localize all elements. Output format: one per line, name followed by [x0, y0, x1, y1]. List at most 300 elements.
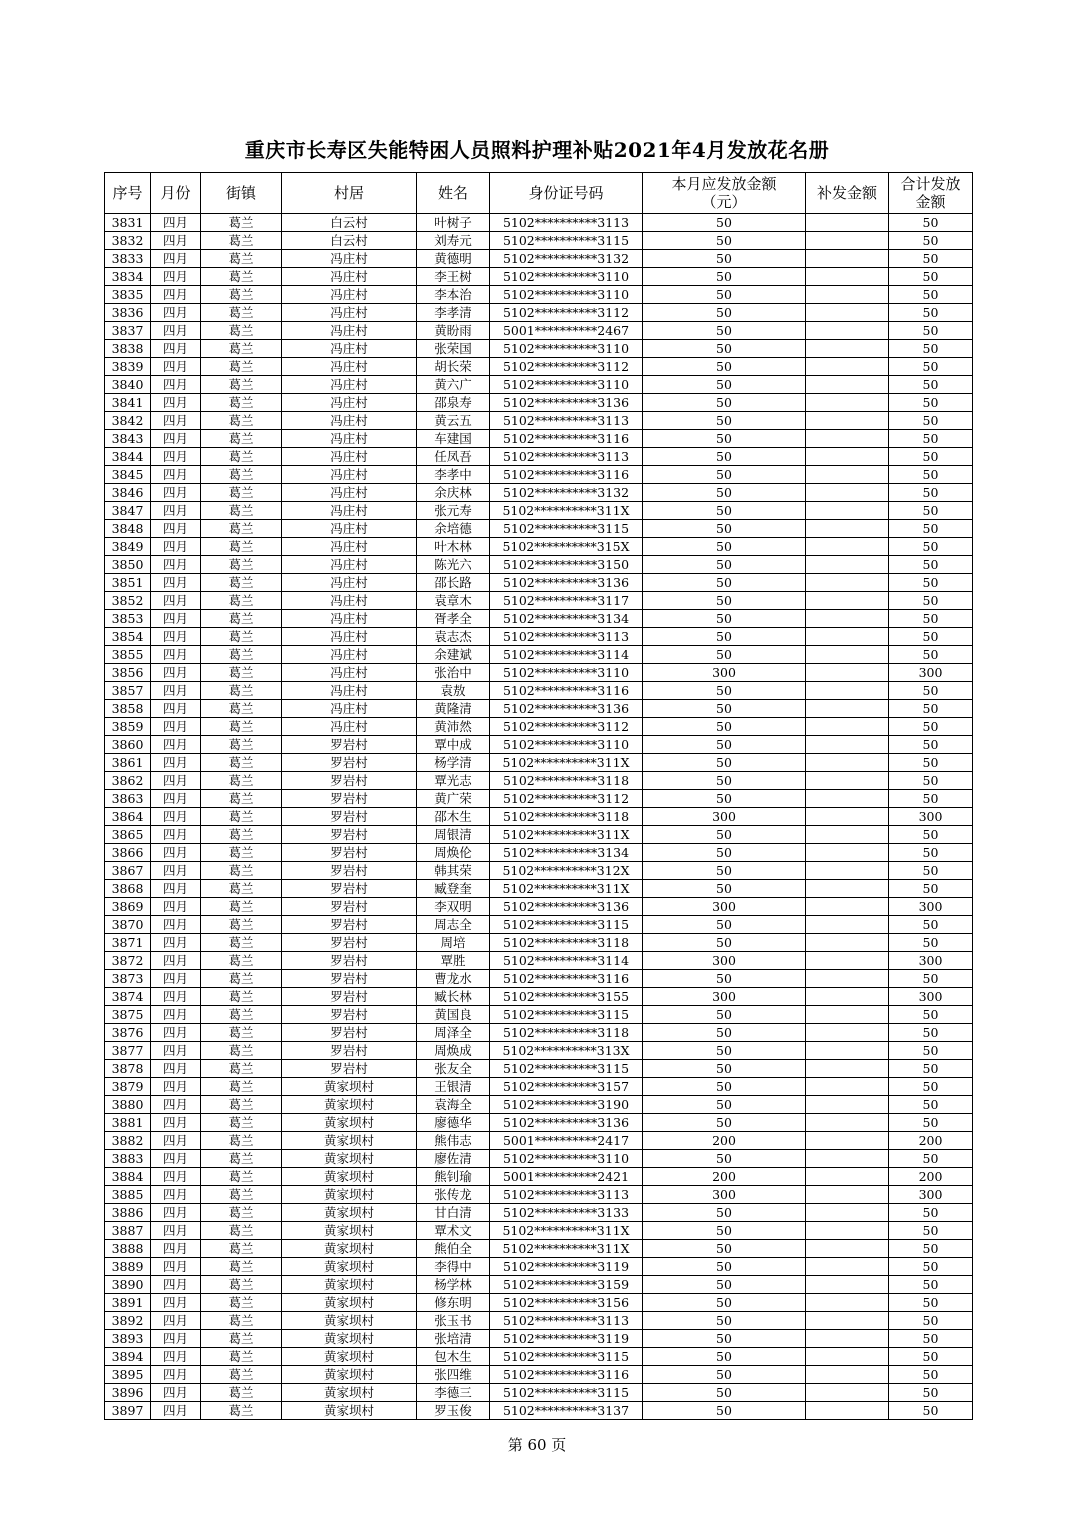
id-number-cell: 5102**********3156 [490, 1294, 643, 1312]
month-cell: 四月 [151, 538, 201, 556]
name-cell: 韩其荣 [417, 862, 490, 880]
name-cell: 臧登奎 [417, 880, 490, 898]
table-row [105, 412, 973, 430]
supplement-cell [806, 1348, 889, 1366]
town-cell: 葛兰 [201, 790, 282, 808]
id-number-cell: 5102**********3133 [490, 1204, 643, 1222]
table-row [105, 916, 973, 934]
name-cell: 黄国良 [417, 1006, 490, 1024]
table-row [105, 1348, 973, 1366]
amount-due-cell: 50 [643, 1060, 806, 1078]
name-cell: 杨学清 [417, 754, 490, 772]
name-cell: 张培清 [417, 1330, 490, 1348]
table-row [105, 970, 973, 988]
header-amount-due-line2: （元） [701, 193, 747, 211]
amount-due-cell: 50 [643, 520, 806, 538]
seq-cell: 3895 [105, 1366, 151, 1384]
seq-cell: 3891 [105, 1294, 151, 1312]
table-row [105, 1222, 973, 1240]
seq-cell: 3842 [105, 412, 151, 430]
header-town: 街镇 [201, 173, 282, 214]
id-number-cell: 5102**********312X [490, 862, 643, 880]
id-number-cell: 5102**********3159 [490, 1276, 643, 1294]
total-cell: 50 [889, 1294, 973, 1312]
seq-cell: 3880 [105, 1096, 151, 1114]
month-cell: 四月 [151, 376, 201, 394]
month-cell: 四月 [151, 628, 201, 646]
village-cell: 罗岩村 [282, 934, 417, 952]
total-cell: 50 [889, 358, 973, 376]
town-cell: 葛兰 [201, 1402, 282, 1420]
month-cell: 四月 [151, 700, 201, 718]
table-row [105, 736, 973, 754]
total-cell: 50 [889, 232, 973, 250]
table-row [105, 754, 973, 772]
amount-due-cell: 50 [643, 340, 806, 358]
id-number-cell: 5102**********3116 [490, 970, 643, 988]
id-number-cell: 5102**********3118 [490, 1024, 643, 1042]
seq-cell: 3869 [105, 898, 151, 916]
id-number-cell: 5102**********3114 [490, 646, 643, 664]
id-number-cell: 5102**********3115 [490, 1006, 643, 1024]
total-cell: 300 [889, 664, 973, 682]
id-number-cell: 5102**********3115 [490, 232, 643, 250]
total-cell: 50 [889, 628, 973, 646]
supplement-cell [806, 412, 889, 430]
amount-due-cell: 50 [643, 214, 806, 232]
town-cell: 葛兰 [201, 664, 282, 682]
table-row [105, 448, 973, 466]
village-cell: 罗岩村 [282, 1006, 417, 1024]
total-cell: 50 [889, 1384, 973, 1402]
town-cell: 葛兰 [201, 214, 282, 232]
id-number-cell: 5102**********3110 [490, 340, 643, 358]
month-cell: 四月 [151, 1330, 201, 1348]
village-cell: 冯庄村 [282, 574, 417, 592]
name-cell: 罗玉俊 [417, 1402, 490, 1420]
amount-due-cell: 50 [643, 1024, 806, 1042]
table-row [105, 250, 973, 268]
town-cell: 葛兰 [201, 448, 282, 466]
total-cell: 50 [889, 826, 973, 844]
header-total-line2: 金额 [915, 193, 946, 211]
seq-cell: 3836 [105, 304, 151, 322]
name-cell: 邵木生 [417, 808, 490, 826]
table-row [105, 844, 973, 862]
amount-due-cell: 300 [643, 988, 806, 1006]
supplement-cell [806, 1222, 889, 1240]
supplement-cell [806, 340, 889, 358]
amount-due-cell: 300 [643, 664, 806, 682]
seq-cell: 3882 [105, 1132, 151, 1150]
amount-due-cell: 50 [643, 556, 806, 574]
village-cell: 冯庄村 [282, 466, 417, 484]
town-cell: 葛兰 [201, 1078, 282, 1096]
name-cell: 袁海全 [417, 1096, 490, 1114]
village-cell: 罗岩村 [282, 772, 417, 790]
town-cell: 葛兰 [201, 898, 282, 916]
seq-cell: 3850 [105, 556, 151, 574]
table-row [105, 304, 973, 322]
amount-due-cell: 50 [643, 232, 806, 250]
table-row [105, 1312, 973, 1330]
village-cell: 冯庄村 [282, 448, 417, 466]
seq-cell: 3870 [105, 916, 151, 934]
total-cell: 50 [889, 844, 973, 862]
name-cell: 李孝清 [417, 304, 490, 322]
village-cell: 黄家坝村 [282, 1384, 417, 1402]
id-number-cell: 5102**********3115 [490, 1060, 643, 1078]
town-cell: 葛兰 [201, 1042, 282, 1060]
amount-due-cell: 50 [643, 970, 806, 988]
id-number-cell: 5102**********313X [490, 1042, 643, 1060]
amount-due-cell: 50 [643, 844, 806, 862]
amount-due-cell: 50 [643, 394, 806, 412]
town-cell: 葛兰 [201, 682, 282, 700]
supplement-cell [806, 232, 889, 250]
table-row [105, 790, 973, 808]
village-cell: 罗岩村 [282, 1042, 417, 1060]
village-cell: 白云村 [282, 214, 417, 232]
table-row [105, 340, 973, 358]
amount-due-cell: 50 [643, 574, 806, 592]
month-cell: 四月 [151, 592, 201, 610]
village-cell: 罗岩村 [282, 826, 417, 844]
table-row [105, 322, 973, 340]
supplement-cell [806, 448, 889, 466]
amount-due-cell: 50 [643, 934, 806, 952]
seq-cell: 3847 [105, 502, 151, 520]
village-cell: 罗岩村 [282, 988, 417, 1006]
supplement-cell [806, 1276, 889, 1294]
town-cell: 葛兰 [201, 394, 282, 412]
id-number-cell: 5102**********3113 [490, 448, 643, 466]
town-cell: 葛兰 [201, 1132, 282, 1150]
seq-cell: 3864 [105, 808, 151, 826]
table-row [105, 952, 973, 970]
seq-cell: 3885 [105, 1186, 151, 1204]
village-cell: 黄家坝村 [282, 1294, 417, 1312]
name-cell: 车建国 [417, 430, 490, 448]
seq-cell: 3858 [105, 700, 151, 718]
name-cell: 李得中 [417, 1258, 490, 1276]
amount-due-cell: 50 [643, 1078, 806, 1096]
village-cell: 黄家坝村 [282, 1240, 417, 1258]
amount-due-cell: 50 [643, 880, 806, 898]
table-row [105, 772, 973, 790]
seq-cell: 3838 [105, 340, 151, 358]
id-number-cell: 5102**********3113 [490, 628, 643, 646]
id-number-cell: 5001**********2421 [490, 1168, 643, 1186]
total-cell: 50 [889, 574, 973, 592]
supplement-cell [806, 1186, 889, 1204]
town-cell: 葛兰 [201, 484, 282, 502]
total-cell: 50 [889, 1330, 973, 1348]
town-cell: 葛兰 [201, 1114, 282, 1132]
town-cell: 葛兰 [201, 574, 282, 592]
supplement-cell [806, 1024, 889, 1042]
total-cell: 50 [889, 700, 973, 718]
amount-due-cell: 50 [643, 1240, 806, 1258]
supplement-cell [806, 610, 889, 628]
seq-cell: 3835 [105, 286, 151, 304]
month-cell: 四月 [151, 952, 201, 970]
amount-due-cell: 50 [643, 772, 806, 790]
roster-table [104, 172, 973, 1420]
name-cell: 张荣国 [417, 340, 490, 358]
name-cell: 周培 [417, 934, 490, 952]
village-cell: 罗岩村 [282, 736, 417, 754]
seq-cell: 3845 [105, 466, 151, 484]
village-cell: 冯庄村 [282, 646, 417, 664]
id-number-cell: 5102**********3116 [490, 1366, 643, 1384]
supplement-cell [806, 1258, 889, 1276]
name-cell: 修东明 [417, 1294, 490, 1312]
seq-cell: 3886 [105, 1204, 151, 1222]
town-cell: 葛兰 [201, 772, 282, 790]
name-cell: 李本治 [417, 286, 490, 304]
month-cell: 四月 [151, 448, 201, 466]
month-cell: 四月 [151, 1042, 201, 1060]
town-cell: 葛兰 [201, 610, 282, 628]
name-cell: 张元寿 [417, 502, 490, 520]
total-cell: 50 [889, 448, 973, 466]
month-cell: 四月 [151, 232, 201, 250]
supplement-cell [806, 952, 889, 970]
town-cell: 葛兰 [201, 376, 282, 394]
total-cell: 50 [889, 286, 973, 304]
seq-cell: 3854 [105, 628, 151, 646]
village-cell: 黄家坝村 [282, 1312, 417, 1330]
name-cell: 袁章木 [417, 592, 490, 610]
supplement-cell [806, 646, 889, 664]
id-number-cell: 5102**********3112 [490, 304, 643, 322]
supplement-cell [806, 880, 889, 898]
name-cell: 张友全 [417, 1060, 490, 1078]
table-row [105, 574, 973, 592]
total-cell: 50 [889, 1204, 973, 1222]
village-cell: 黄家坝村 [282, 1258, 417, 1276]
supplement-cell [806, 286, 889, 304]
town-cell: 葛兰 [201, 268, 282, 286]
id-number-cell: 5102**********311X [490, 1240, 643, 1258]
town-cell: 葛兰 [201, 1330, 282, 1348]
town-cell: 葛兰 [201, 628, 282, 646]
total-cell: 50 [889, 646, 973, 664]
id-number-cell: 5102**********3110 [490, 376, 643, 394]
amount-due-cell: 50 [643, 1222, 806, 1240]
village-cell: 黄家坝村 [282, 1276, 417, 1294]
total-cell: 50 [889, 970, 973, 988]
town-cell: 葛兰 [201, 286, 282, 304]
seq-cell: 3848 [105, 520, 151, 538]
amount-due-cell: 50 [643, 412, 806, 430]
id-number-cell: 5102**********3157 [490, 1078, 643, 1096]
month-cell: 四月 [151, 1168, 201, 1186]
town-cell: 葛兰 [201, 358, 282, 376]
total-cell: 50 [889, 412, 973, 430]
total-cell: 200 [889, 1132, 973, 1150]
total-cell: 50 [889, 1258, 973, 1276]
id-number-cell: 5102**********311X [490, 1222, 643, 1240]
id-number-cell: 5102**********3119 [490, 1258, 643, 1276]
village-cell: 罗岩村 [282, 844, 417, 862]
town-cell: 葛兰 [201, 1294, 282, 1312]
total-cell: 50 [889, 376, 973, 394]
village-cell: 冯庄村 [282, 700, 417, 718]
seq-cell: 3894 [105, 1348, 151, 1366]
month-cell: 四月 [151, 880, 201, 898]
village-cell: 黄家坝村 [282, 1222, 417, 1240]
header-total [889, 173, 973, 214]
name-cell: 臧长林 [417, 988, 490, 1006]
seq-cell: 3853 [105, 610, 151, 628]
village-cell: 黄家坝村 [282, 1366, 417, 1384]
supplement-cell [806, 304, 889, 322]
total-cell: 50 [889, 1240, 973, 1258]
id-number-cell: 5102**********311X [490, 826, 643, 844]
amount-due-cell: 50 [643, 1312, 806, 1330]
total-cell: 50 [889, 772, 973, 790]
id-number-cell: 5102**********3112 [490, 790, 643, 808]
table-row [105, 214, 973, 232]
town-cell: 葛兰 [201, 862, 282, 880]
total-cell: 50 [889, 592, 973, 610]
total-cell: 50 [889, 520, 973, 538]
town-cell: 葛兰 [201, 1168, 282, 1186]
month-cell: 四月 [151, 1240, 201, 1258]
total-cell: 50 [889, 1366, 973, 1384]
month-cell: 四月 [151, 736, 201, 754]
table-row [105, 520, 973, 538]
header-month: 月份 [151, 173, 201, 214]
town-cell: 葛兰 [201, 952, 282, 970]
supplement-cell [806, 1366, 889, 1384]
table-row [105, 376, 973, 394]
name-cell: 袁志杰 [417, 628, 490, 646]
table-row [105, 1186, 973, 1204]
village-cell: 冯庄村 [282, 538, 417, 556]
town-cell: 葛兰 [201, 1006, 282, 1024]
village-cell: 冯庄村 [282, 358, 417, 376]
table-row [105, 1060, 973, 1078]
month-cell: 四月 [151, 1114, 201, 1132]
town-cell: 葛兰 [201, 736, 282, 754]
amount-due-cell: 50 [643, 268, 806, 286]
month-cell: 四月 [151, 1150, 201, 1168]
name-cell: 覃术文 [417, 1222, 490, 1240]
name-cell: 叶树子 [417, 214, 490, 232]
seq-cell: 3861 [105, 754, 151, 772]
village-cell: 罗岩村 [282, 916, 417, 934]
amount-due-cell: 50 [643, 502, 806, 520]
amount-due-cell: 50 [643, 736, 806, 754]
amount-due-cell: 50 [643, 1366, 806, 1384]
village-cell: 罗岩村 [282, 808, 417, 826]
name-cell: 杨学林 [417, 1276, 490, 1294]
supplement-cell [806, 250, 889, 268]
month-cell: 四月 [151, 214, 201, 232]
amount-due-cell: 50 [643, 1384, 806, 1402]
seq-cell: 3833 [105, 250, 151, 268]
village-cell: 冯庄村 [282, 340, 417, 358]
town-cell: 葛兰 [201, 1384, 282, 1402]
amount-due-cell: 50 [643, 250, 806, 268]
total-cell: 50 [889, 340, 973, 358]
town-cell: 葛兰 [201, 988, 282, 1006]
seq-cell: 3873 [105, 970, 151, 988]
name-cell: 覃光志 [417, 772, 490, 790]
amount-due-cell: 50 [643, 322, 806, 340]
id-number-cell: 5102**********3190 [490, 1096, 643, 1114]
supplement-cell [806, 1204, 889, 1222]
village-cell: 罗岩村 [282, 790, 417, 808]
seq-cell: 3865 [105, 826, 151, 844]
name-cell: 周银清 [417, 826, 490, 844]
id-number-cell: 5102**********3150 [490, 556, 643, 574]
town-cell: 葛兰 [201, 844, 282, 862]
town-cell: 葛兰 [201, 826, 282, 844]
table-row [105, 556, 973, 574]
amount-due-cell: 50 [643, 1204, 806, 1222]
header-amount-due [643, 173, 806, 214]
id-number-cell: 5102**********3118 [490, 808, 643, 826]
table-row [105, 232, 973, 250]
supplement-cell [806, 970, 889, 988]
seq-cell: 3855 [105, 646, 151, 664]
town-cell: 葛兰 [201, 502, 282, 520]
seq-cell: 3896 [105, 1384, 151, 1402]
seq-cell: 3863 [105, 790, 151, 808]
supplement-cell [806, 502, 889, 520]
page-number: 第 60 页 [507, 1436, 567, 1454]
month-cell: 四月 [151, 1060, 201, 1078]
month-cell: 四月 [151, 1204, 201, 1222]
id-number-cell: 5102**********3110 [490, 1150, 643, 1168]
supplement-cell [806, 1078, 889, 1096]
total-cell: 50 [889, 538, 973, 556]
total-cell: 50 [889, 1114, 973, 1132]
supplement-cell [806, 1096, 889, 1114]
table-row [105, 682, 973, 700]
seq-cell: 3892 [105, 1312, 151, 1330]
total-cell: 50 [889, 214, 973, 232]
name-cell: 黄隆清 [417, 700, 490, 718]
amount-due-cell: 300 [643, 952, 806, 970]
id-number-cell: 5102**********3113 [490, 1186, 643, 1204]
amount-due-cell: 50 [643, 754, 806, 772]
amount-due-cell: 50 [643, 700, 806, 718]
town-cell: 葛兰 [201, 916, 282, 934]
village-cell: 黄家坝村 [282, 1186, 417, 1204]
table-row [105, 1168, 973, 1186]
table-row [105, 1366, 973, 1384]
month-cell: 四月 [151, 1348, 201, 1366]
month-cell: 四月 [151, 988, 201, 1006]
supplement-cell [806, 826, 889, 844]
id-number-cell: 5102**********3136 [490, 394, 643, 412]
id-number-cell: 5102**********3112 [490, 358, 643, 376]
month-cell: 四月 [151, 718, 201, 736]
name-cell: 袁敖 [417, 682, 490, 700]
supplement-cell [806, 394, 889, 412]
village-cell: 罗岩村 [282, 1060, 417, 1078]
amount-due-cell: 300 [643, 898, 806, 916]
total-cell: 300 [889, 952, 973, 970]
supplement-cell [806, 1330, 889, 1348]
seq-cell: 3840 [105, 376, 151, 394]
total-cell: 50 [889, 916, 973, 934]
